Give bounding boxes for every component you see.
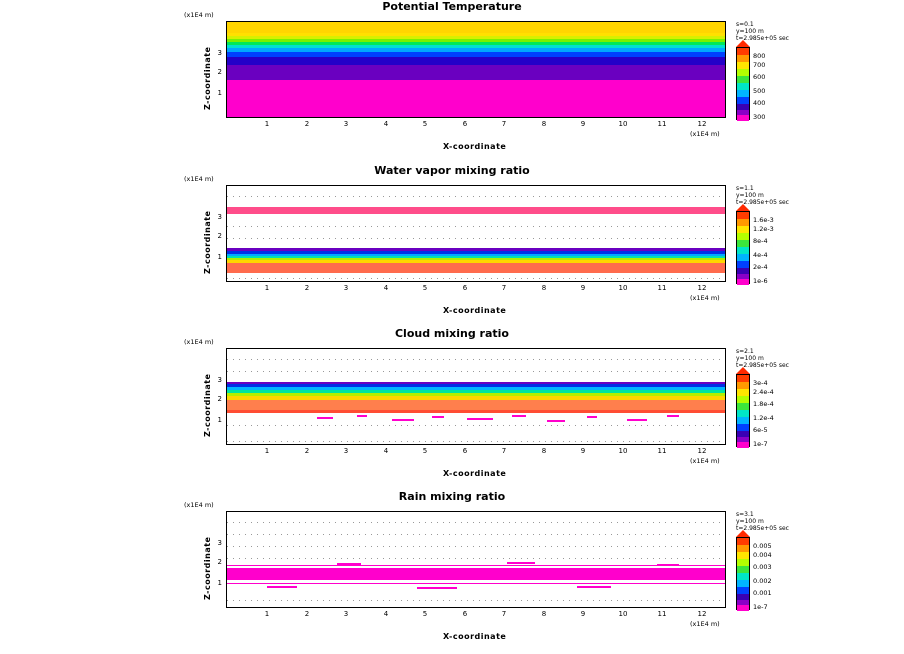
colorbar-segment — [737, 424, 749, 431]
x-tick-label: 10 — [618, 284, 628, 292]
annotation-s: s=0.1 — [736, 21, 754, 28]
colorbar — [736, 537, 750, 610]
colorbar-segment — [737, 83, 749, 90]
x-tick-label: 3 — [343, 120, 349, 128]
colorbar-tick-label: 4e-4 — [753, 251, 768, 259]
colorbar-segment — [737, 240, 749, 247]
y-unit-label: (x1E4 m) — [184, 175, 214, 183]
x-axis-label: X-coordinate — [443, 306, 507, 315]
y-unit-label: (x1E4 m) — [184, 501, 214, 509]
colorbar-segment — [737, 587, 749, 594]
colorbar-segment — [737, 417, 749, 424]
x-tick-label: 6 — [462, 610, 468, 618]
colorbar-segment — [737, 212, 749, 219]
colorbar-tick-label: 1.2e-3 — [753, 225, 774, 233]
colorbar-tick-label: 1e-7 — [753, 603, 768, 611]
colorbar-tick-label: 1.6e-3 — [753, 216, 774, 224]
annotation-y: y=100 m — [736, 28, 764, 35]
contour-band — [227, 400, 725, 410]
scatter-speck — [512, 415, 526, 417]
scatter-speck — [587, 416, 597, 418]
panel-water-vapor-mixing-ratio — [0, 162, 904, 325]
x-tick-label: 1 — [264, 610, 270, 618]
x-tick-label: 8 — [541, 284, 547, 292]
contour-band — [227, 57, 725, 65]
y-tick-label: 3 — [217, 49, 222, 57]
x-tick-label: 7 — [501, 284, 507, 292]
colorbar-tick-label: 1.8e-4 — [753, 400, 774, 408]
y-tick-label: 1 — [217, 253, 222, 261]
scatter-speck — [577, 586, 611, 588]
annotation-t: t=2.985e+05 sec — [736, 525, 789, 532]
x-tick-label: 5 — [422, 447, 428, 455]
x-tick-label: 5 — [422, 610, 428, 618]
colorbar-tick-label: 600 — [753, 73, 766, 81]
colorbar-segment — [737, 261, 749, 268]
colorbar-segment — [737, 442, 749, 448]
y-tick-label: 3 — [217, 376, 222, 384]
colorbar-tick-label: 1.2e-4 — [753, 414, 774, 422]
x-tick-label: 2 — [304, 610, 310, 618]
x-tick-label: 9 — [580, 447, 586, 455]
x-tick-label: 1 — [264, 284, 270, 292]
colorbar-tick-label: 400 — [753, 99, 766, 107]
scatter-speck — [392, 419, 414, 421]
x-tick-label: 7 — [501, 447, 507, 455]
colorbar-tick-label: 0.005 — [753, 542, 772, 550]
x-unit-label: (x1E4 m) — [690, 130, 720, 138]
colorbar-tick-label: 500 — [753, 87, 766, 95]
grid-dots — [227, 558, 725, 559]
x-tick-label: 11 — [657, 610, 667, 618]
x-tick-label: 1 — [264, 120, 270, 128]
grid-dots — [227, 441, 725, 442]
x-tick-label: 6 — [462, 284, 468, 292]
y-tick-label: 1 — [217, 89, 222, 97]
x-unit-label: (x1E4 m) — [690, 457, 720, 465]
x-tick-label: 4 — [383, 447, 389, 455]
scatter-speck — [627, 419, 647, 421]
y-tick-label: 1 — [217, 579, 222, 587]
x-tick-label: 5 — [422, 120, 428, 128]
colorbar-over-arrow — [736, 367, 750, 374]
grid-dots — [227, 534, 725, 535]
colorbar-tick-label: 700 — [753, 61, 766, 69]
x-tick-label: 10 — [618, 610, 628, 618]
grid-dots — [227, 522, 725, 523]
colorbar-segment — [737, 90, 749, 97]
colorbar-segment — [737, 552, 749, 559]
colorbar-segment — [737, 115, 749, 121]
x-tick-label: 9 — [580, 284, 586, 292]
y-tick-label: 2 — [217, 68, 222, 76]
contour-line — [227, 583, 725, 584]
plot-area[interactable] — [226, 185, 726, 282]
colorbar-tick-label: 0.002 — [753, 577, 772, 585]
colorbar-over-arrow — [736, 530, 750, 537]
x-tick-label: 11 — [657, 284, 667, 292]
colorbar-segment — [737, 545, 749, 552]
x-tick-label: 2 — [304, 284, 310, 292]
x-tick-label: 8 — [541, 610, 547, 618]
scatter-speck — [432, 416, 444, 418]
colorbar-segment — [737, 97, 749, 104]
x-tick-label: 4 — [383, 284, 389, 292]
colorbar-tick-label: 2.4e-4 — [753, 388, 774, 396]
y-tick-label: 1 — [217, 416, 222, 424]
y-tick-label: 3 — [217, 213, 222, 221]
annotation-s: s=3.1 — [736, 511, 754, 518]
grid-dots — [227, 238, 725, 239]
x-tick-label: 10 — [618, 447, 628, 455]
panel-title: Cloud mixing ratio — [394, 327, 509, 340]
annotation-y: y=100 m — [736, 355, 764, 362]
colorbar-segment — [737, 396, 749, 403]
grid-dots — [227, 546, 725, 547]
colorbar-segment — [737, 48, 749, 55]
colorbar-segment — [737, 410, 749, 417]
colorbar-segment — [737, 219, 749, 226]
plot-area[interactable] — [226, 348, 726, 445]
colorbar — [736, 47, 750, 120]
colorbar-segment — [737, 382, 749, 389]
annotation-t: t=2.985e+05 sec — [736, 199, 789, 206]
x-tick-label: 11 — [657, 120, 667, 128]
colorbar-segment — [737, 69, 749, 76]
x-tick-label: 9 — [580, 120, 586, 128]
x-tick-label: 8 — [541, 120, 547, 128]
y-unit-label: (x1E4 m) — [184, 338, 214, 346]
x-tick-label: 11 — [657, 447, 667, 455]
x-tick-label: 12 — [697, 447, 707, 455]
colorbar-segment — [737, 254, 749, 261]
grid-dots — [227, 425, 725, 426]
x-tick-label: 2 — [304, 447, 310, 455]
colorbar-segment — [737, 573, 749, 580]
colorbar-segment — [737, 605, 749, 611]
panel-cloud-mixing-ratio — [0, 325, 904, 488]
colorbar-tick-label: 0.001 — [753, 589, 772, 597]
x-tick-label: 3 — [343, 447, 349, 455]
colorbar-segment — [737, 580, 749, 587]
contour-band — [227, 263, 725, 273]
colorbar-tick-label: 300 — [753, 113, 766, 121]
contour-band — [227, 512, 725, 608]
y-tick-label: 2 — [217, 395, 222, 403]
scatter-speck — [337, 563, 361, 565]
colorbar-tick-label: 0.003 — [753, 563, 772, 571]
annotation-s: s=2.1 — [736, 348, 754, 355]
grid-dots — [227, 359, 725, 360]
x-axis-label: X-coordinate — [443, 142, 507, 151]
contour-band — [227, 349, 725, 382]
x-tick-label: 12 — [697, 120, 707, 128]
x-tick-label: 10 — [618, 120, 628, 128]
plot-area[interactable] — [226, 511, 726, 608]
y-axis-label: Z-coordinate — [203, 210, 212, 274]
panel-title: Water vapor mixing ratio — [374, 164, 530, 177]
x-tick-label: 4 — [383, 120, 389, 128]
scatter-speck — [317, 417, 333, 419]
x-unit-label: (x1E4 m) — [690, 294, 720, 302]
x-tick-label: 3 — [343, 284, 349, 292]
x-tick-label: 2 — [304, 120, 310, 128]
colorbar-tick-label: 800 — [753, 52, 766, 60]
y-unit-label: (x1E4 m) — [184, 11, 214, 19]
colorbar-annotations — [736, 185, 789, 206]
colorbar-segment — [737, 538, 749, 545]
y-axis-label: Z-coordinate — [203, 373, 212, 437]
colorbar-tick-label: 8e-4 — [753, 237, 768, 245]
x-tick-label: 7 — [501, 610, 507, 618]
colorbar-annotations — [736, 348, 789, 369]
colorbar-segment — [737, 375, 749, 382]
contour-line — [227, 565, 725, 566]
scatter-speck — [357, 415, 367, 417]
x-tick-label: 12 — [697, 610, 707, 618]
grid-dots — [227, 600, 725, 601]
x-tick-label: 7 — [501, 120, 507, 128]
annotation-t: t=2.985e+05 sec — [736, 362, 789, 369]
colorbar-segment — [737, 226, 749, 233]
scatter-speck — [667, 415, 679, 417]
x-tick-label: 12 — [697, 284, 707, 292]
panel-title: Rain mixing ratio — [398, 490, 506, 503]
y-axis-label: Z-coordinate — [203, 46, 212, 110]
contour-band — [227, 65, 725, 80]
colorbar-tick-label: 1e-7 — [753, 440, 768, 448]
panel-title: Potential Temperature — [382, 0, 522, 13]
x-tick-label: 5 — [422, 284, 428, 292]
scatter-speck — [467, 418, 493, 420]
colorbar — [736, 374, 750, 447]
colorbar-segment — [737, 76, 749, 83]
colorbar-annotations — [736, 511, 789, 532]
grid-dots — [227, 226, 725, 227]
colorbar-over-arrow — [736, 204, 750, 211]
colorbar-segment — [737, 247, 749, 254]
y-tick-label: 3 — [217, 539, 222, 547]
contour-band — [227, 207, 725, 214]
colorbar-segment — [737, 389, 749, 396]
y-axis-label: Z-coordinate — [203, 536, 212, 600]
colorbar-segment — [737, 403, 749, 410]
annotation-t: t=2.985e+05 sec — [736, 35, 789, 42]
colorbar-segment — [737, 559, 749, 566]
y-tick-label: 2 — [217, 558, 222, 566]
panel-potential-temperature — [0, 0, 904, 160]
x-tick-label: 1 — [264, 447, 270, 455]
grid-dots — [227, 196, 725, 197]
grid-dots — [227, 278, 725, 279]
x-tick-label: 6 — [462, 447, 468, 455]
scatter-speck — [507, 562, 535, 564]
x-axis-label: X-coordinate — [443, 469, 507, 478]
x-tick-label: 9 — [580, 610, 586, 618]
panel-rain-mixing-ratio — [0, 488, 904, 654]
colorbar-segment — [737, 566, 749, 573]
contour-band — [227, 568, 725, 580]
scatter-speck — [417, 587, 457, 589]
x-axis-label: X-coordinate — [443, 632, 507, 641]
x-tick-label: 4 — [383, 610, 389, 618]
colorbar — [736, 211, 750, 284]
colorbar-over-arrow — [736, 40, 750, 47]
plot-area[interactable] — [226, 21, 726, 118]
x-tick-label: 3 — [343, 610, 349, 618]
colorbar-annotations — [736, 21, 789, 42]
colorbar-segment — [737, 55, 749, 62]
grid-dots — [227, 371, 725, 372]
annotation-s: s=1.1 — [736, 185, 754, 192]
contour-band — [227, 22, 725, 33]
x-tick-label: 6 — [462, 120, 468, 128]
colorbar-segment — [737, 233, 749, 240]
scatter-speck — [267, 586, 297, 588]
scatter-speck — [547, 420, 565, 422]
colorbar-tick-label: 6e-5 — [753, 426, 768, 434]
colorbar-segment — [737, 62, 749, 69]
colorbar-segment — [737, 279, 749, 285]
x-tick-label: 8 — [541, 447, 547, 455]
y-tick-label: 2 — [217, 232, 222, 240]
colorbar-tick-label: 1e-6 — [753, 277, 768, 285]
annotation-y: y=100 m — [736, 518, 764, 525]
annotation-y: y=100 m — [736, 192, 764, 199]
contour-band — [227, 80, 725, 118]
colorbar-tick-label: 2e-4 — [753, 263, 768, 271]
scatter-speck — [657, 564, 679, 566]
colorbar-tick-label: 3e-4 — [753, 379, 768, 387]
x-unit-label: (x1E4 m) — [690, 620, 720, 628]
colorbar-tick-label: 0.004 — [753, 551, 772, 559]
